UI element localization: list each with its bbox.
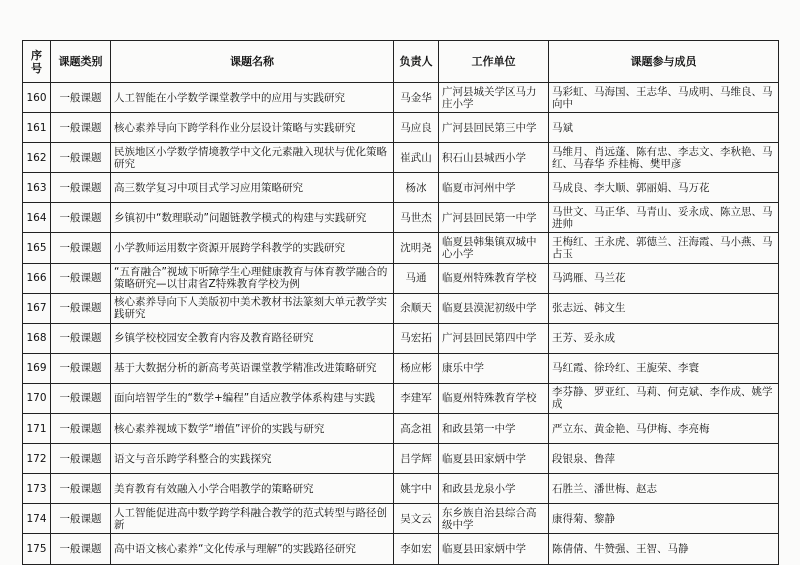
cell-seq: 172 (23, 444, 51, 474)
table-row (23, 414, 779, 444)
cell-unit: 临夏县漠泥初级中学 (439, 293, 549, 323)
header-unit: 工作单位 (439, 41, 549, 83)
table-row (23, 173, 779, 203)
cell-type: 一般课题 (51, 353, 111, 383)
cell-members: 石胜兰、潘世梅、赵志 (549, 474, 779, 504)
cell-seq: 166 (23, 263, 51, 293)
table-row (23, 444, 779, 474)
header-members: 课题参与成员 (549, 41, 779, 83)
header-lead: 负责人 (394, 41, 439, 83)
cell-unit: 广河县回民第四中学 (439, 323, 549, 353)
cell-type: 一般课题 (51, 444, 111, 474)
table-row (23, 143, 779, 173)
table-row (23, 83, 779, 113)
cell-unit: 康乐中学 (439, 353, 549, 383)
cell-type: 一般课题 (51, 323, 111, 353)
cell-title: 语文与音乐跨学科整合的实践探究 (111, 444, 394, 474)
cell-members: 马成良、李大顺、郭丽娟、马万花 (549, 173, 779, 203)
cell-members: 张志远、韩文生 (549, 293, 779, 323)
cell-seq: 171 (23, 414, 51, 444)
cell-unit: 和政县龙泉小学 (439, 474, 549, 504)
cell-lead: 吴文云 (394, 504, 439, 534)
cell-title: 面向培智学生的“数学+编程”自适应教学体系构建与实践 (111, 383, 394, 413)
cell-lead: 姚宇中 (394, 474, 439, 504)
cell-members: 王梅红、王永虎、郭德兰、汪海霞、马小燕、马占玉 (549, 233, 779, 263)
table-row (23, 353, 779, 383)
table-header-row (23, 41, 779, 83)
cell-members: 陈倩倩、牛赞强、王智、马静 (549, 534, 779, 564)
cell-type: 一般课题 (51, 504, 111, 534)
cell-title: 民族地区小学数学情境教学中文化元素融入现状与优化策略研究 (111, 143, 394, 173)
cell-title: 美育教育有效融入小学合唱教学的策略研究 (111, 474, 394, 504)
cell-seq: 164 (23, 203, 51, 233)
cell-lead: 马世杰 (394, 203, 439, 233)
cell-lead: 杨应彬 (394, 353, 439, 383)
cell-members: 马斌 (549, 113, 779, 143)
cell-unit: 临夏县田家炳中学 (439, 534, 549, 564)
header-title: 课题名称 (111, 41, 394, 83)
cell-lead: 李建军 (394, 383, 439, 413)
cell-title: 高中语文核心素养“文化传承与理解”的实践路径研究 (111, 534, 394, 564)
cell-members: 马世文、马正华、马青山、妥永成、陈立思、马进帅 (549, 203, 779, 233)
header-seq: 序号 (23, 41, 51, 83)
cell-seq: 169 (23, 353, 51, 383)
table-row (23, 534, 779, 564)
table-row (23, 474, 779, 504)
table-body (23, 83, 779, 565)
cell-members: 段银泉、鲁萍 (549, 444, 779, 474)
cell-members: 马彩虹、马海国、王志华、马成明、马维良、马向中 (549, 83, 779, 113)
cell-type: 一般课题 (51, 474, 111, 504)
cell-title: 基于大数据分析的新高考英语课堂教学精准改进策略研究 (111, 353, 394, 383)
cell-type: 一般课题 (51, 293, 111, 323)
cell-lead: 马应良 (394, 113, 439, 143)
cell-lead: 吕学辉 (394, 444, 439, 474)
table-row (23, 383, 779, 413)
cell-title: 核心素养视域下数学“增值”评价的实践与研究 (111, 414, 394, 444)
cell-unit: 临夏县田家炳中学 (439, 444, 549, 474)
header-type: 课题类别 (51, 41, 111, 83)
cell-lead: 崔武山 (394, 143, 439, 173)
cell-members: 马鸿雁、马兰花 (549, 263, 779, 293)
cell-seq: 168 (23, 323, 51, 353)
cell-title: 小学教师运用数字资源开展跨学科教学的实践研究 (111, 233, 394, 263)
cell-unit: 积石山县城西小学 (439, 143, 549, 173)
cell-type: 一般课题 (51, 414, 111, 444)
cell-seq: 170 (23, 383, 51, 413)
cell-unit: 和政县第一中学 (439, 414, 549, 444)
cell-members: 康得菊、黎静 (549, 504, 779, 534)
cell-type: 一般课题 (51, 263, 111, 293)
cell-unit: 广河县回民第三中学 (439, 113, 549, 143)
cell-lead: 余顺天 (394, 293, 439, 323)
cell-title: 人工智能在小学数学课堂教学中的应用与实践研究 (111, 83, 394, 113)
cell-seq: 161 (23, 113, 51, 143)
cell-title: 核心素养导向下人美版初中美术教材书法篆刻大单元教学实践研究 (111, 293, 394, 323)
cell-lead: 杨冰 (394, 173, 439, 203)
project-table (22, 40, 779, 565)
cell-lead: 马金华 (394, 83, 439, 113)
cell-title: 人工智能促进高中数学跨学科融合教学的范式转型与路径创新 (111, 504, 394, 534)
cell-seq: 162 (23, 143, 51, 173)
cell-members: 马红霞、徐玲红、王旎荣、李寰 (549, 353, 779, 383)
cell-seq: 165 (23, 233, 51, 263)
table-row (23, 113, 779, 143)
cell-seq: 174 (23, 504, 51, 534)
table-row (23, 233, 779, 263)
cell-members: 王芳、妥永成 (549, 323, 779, 353)
cell-members: 马维月、肖远蓬、陈有忠、李志文、李秋艳、马红、马春华 乔桂梅、樊甲彦 (549, 143, 779, 173)
cell-type: 一般课题 (51, 203, 111, 233)
cell-seq: 167 (23, 293, 51, 323)
cell-title: 核心素养导向下跨学科作业分层设计策略与实践研究 (111, 113, 394, 143)
cell-type: 一般课题 (51, 143, 111, 173)
cell-unit: 临夏市河州中学 (439, 173, 549, 203)
cell-type: 一般课题 (51, 113, 111, 143)
cell-unit: 广河县回民第一中学 (439, 203, 549, 233)
cell-unit: 临夏州特殊教育学校 (439, 263, 549, 293)
table-row (23, 293, 779, 323)
cell-seq: 173 (23, 474, 51, 504)
table-row (23, 203, 779, 233)
cell-members: 严立东、黄金艳、马伊梅、李亮梅 (549, 414, 779, 444)
cell-members: 李芬静、罗亚红、马莉、何克斌、李作成、姚学成 (549, 383, 779, 413)
cell-unit: 临夏州特殊教育学校 (439, 383, 549, 413)
cell-unit: 广河县城关学区马力庄小学 (439, 83, 549, 113)
cell-type: 一般课题 (51, 534, 111, 564)
table-row (23, 504, 779, 534)
cell-seq: 175 (23, 534, 51, 564)
cell-lead: 马宏拓 (394, 323, 439, 353)
cell-lead: 沈明尧 (394, 233, 439, 263)
cell-seq: 163 (23, 173, 51, 203)
cell-title: “五育融合”视域下听障学生心理健康教育与体育教学融合的策略研究—以甘肃省Z特殊教育学校为例 (111, 263, 394, 293)
cell-type: 一般课题 (51, 383, 111, 413)
cell-type: 一般课题 (51, 233, 111, 263)
table-row (23, 263, 779, 293)
cell-unit: 临夏县韩集镇双城中心小学 (439, 233, 549, 263)
cell-title: 乡镇学校校园安全教育内容及教育路径研究 (111, 323, 394, 353)
cell-title: 高三数学复习中项目式学习应用策略研究 (111, 173, 394, 203)
cell-lead: 高念祖 (394, 414, 439, 444)
cell-type: 一般课题 (51, 173, 111, 203)
cell-type: 一般课题 (51, 83, 111, 113)
cell-lead: 马通 (394, 263, 439, 293)
table-row (23, 323, 779, 353)
cell-unit: 东乡族自治县综合高级中学 (439, 504, 549, 534)
cell-lead: 李如宏 (394, 534, 439, 564)
cell-seq: 160 (23, 83, 51, 113)
cell-title: 乡镇初中“数理联动”问题链教学模式的构建与实践研究 (111, 203, 394, 233)
